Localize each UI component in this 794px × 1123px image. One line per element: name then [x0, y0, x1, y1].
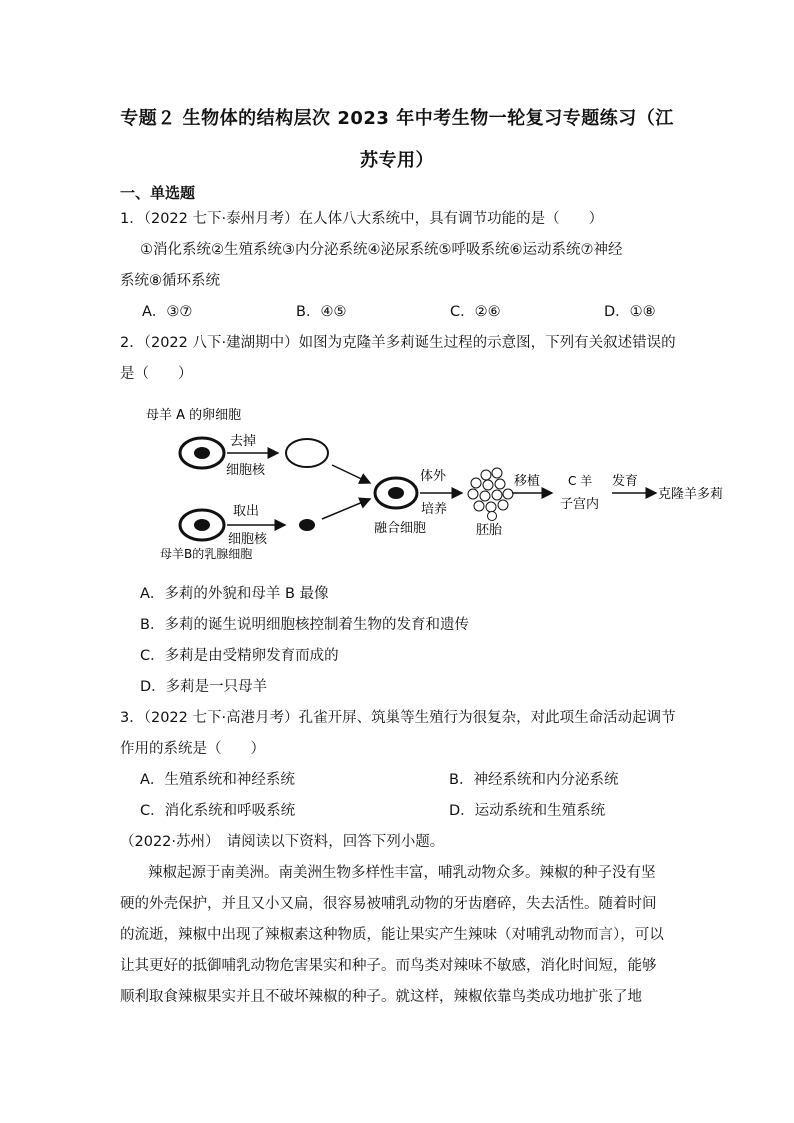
arrow-egg-to-fusion [332, 465, 370, 483]
label-transplant: 移植 [514, 474, 541, 489]
question-2-stem-line2: 是（ ） [120, 366, 193, 382]
label-develop: 发育 [612, 474, 639, 489]
embryo-cluster [468, 468, 513, 521]
question-3-option-b: B．神经系统和内分泌系统 [449, 772, 619, 788]
document-title-line2: 苏专用） [360, 150, 434, 171]
question-1-list-line1: ①消化系统②生殖系统③内分泌系统④泌尿系统⑤呼吸系统⑥运动系统⑦神经 [140, 242, 623, 258]
label-nucleus-2: 细胞核 [228, 532, 268, 547]
label-in-vitro-1: 体外 [420, 469, 447, 484]
reading-line-3: 的流逝，辣椒中出现了辣椒素这种物质，能让果实产生辣味（对哺乳动物而言），可以 [120, 927, 664, 943]
label-fused-cell: 融合细胞 [374, 521, 427, 536]
question-3-option-c: C．消化系统和呼吸系统 [140, 803, 296, 819]
document-title-line1: 专题２ 生物体的结构层次 2023 年中考生物一轮复习专题练习（江 [120, 108, 674, 129]
reading-line-5: 顺利取食辣椒果实并且不破坏辣椒的种子。就这样，辣椒依靠鸟类成功地扩张了地 [120, 989, 642, 1005]
section-heading: 一、单选题 [120, 184, 196, 202]
question-2-stem-line1: 2．（2022 八下·建湖期中）如图为克隆羊多莉诞生过程的示意图，下列有关叙述错误的 [120, 335, 676, 351]
question-2-option-a: A．多莉的外貌和母羊 B 最像 [140, 586, 329, 602]
label-mammary-cell: 母羊B的乳腺细胞 [160, 547, 253, 561]
enucleated-egg-cell [286, 439, 328, 467]
egg-cell-with-nucleus [180, 438, 224, 468]
label-cloned-sheep: 克隆羊多莉 [658, 487, 724, 502]
question-3-option-a: A．生殖系统和神经系统 [140, 772, 295, 788]
arrow-nucleus-to-fusion [322, 499, 370, 519]
question-1-option-c: C．②⑥ [450, 304, 501, 320]
mammary-cell-with-nucleus [180, 510, 224, 540]
reading-line-2: 硬的外壳保护，并且又小又扁，很容易被哺乳动物的牙齿磨碎，失去活性。随着时间 [120, 896, 657, 912]
label-in-vitro-2: 培养 [421, 502, 448, 517]
isolated-nucleus [299, 519, 315, 531]
label-embryo: 胚胎 [476, 523, 503, 538]
question-1-option-b: B．④⑤ [296, 304, 347, 320]
label-sheep-c: C 羊 [568, 474, 593, 488]
label-remove: 去掉 [230, 434, 257, 449]
question-1-option-a: A．③⑦ [142, 304, 193, 320]
question-2-option-c: C．多莉是由受精卵发育而成的 [140, 648, 339, 664]
question-1-list-line2: 系统⑧循环系统 [120, 273, 220, 289]
question-2-option-d: D．多莉是一只母羊 [140, 679, 268, 695]
question-3-option-d: D．运动系统和生殖系统 [449, 803, 606, 819]
reading-line-1: 辣椒起源于南美洲。南美洲生物多样性丰富，哺乳动物众多。辣椒的种子没有坚 [148, 865, 656, 881]
cloning-diagram [0, 395, 794, 570]
question-2-option-b: B．多莉的诞生说明细胞核控制着生物的发育和遗传 [140, 617, 469, 633]
reading-line-4: 让其更好的抵御哺乳动物危害果实和种子。而鸟类对辣味不敏感，消化时间短，能够 [120, 958, 657, 974]
label-egg-cell: 母羊 A 的卵细胞 [146, 408, 242, 423]
label-uterus: 子宫内 [560, 497, 600, 512]
label-nucleus-1: 细胞核 [226, 463, 266, 478]
question-1-option-d: D．①⑧ [604, 304, 656, 320]
question-3-stem-line1: 3．（2022 七下·高港月考）孔雀开屏、筑巢等生殖行为很复杂，对此项生命活动起调节 [120, 710, 676, 726]
label-take-out: 取出 [233, 504, 260, 519]
question-3-stem-line2: 作用的系统是（ ） [120, 741, 265, 757]
question-1-stem: 1．（2022 七下·泰州月考）在人体八大系统中，具有调节功能的是（ ） [120, 211, 604, 227]
fused-cell [375, 478, 417, 508]
reading-intro: （2022·苏州） 请阅读以下资料，回答下列小题。 [120, 834, 445, 850]
